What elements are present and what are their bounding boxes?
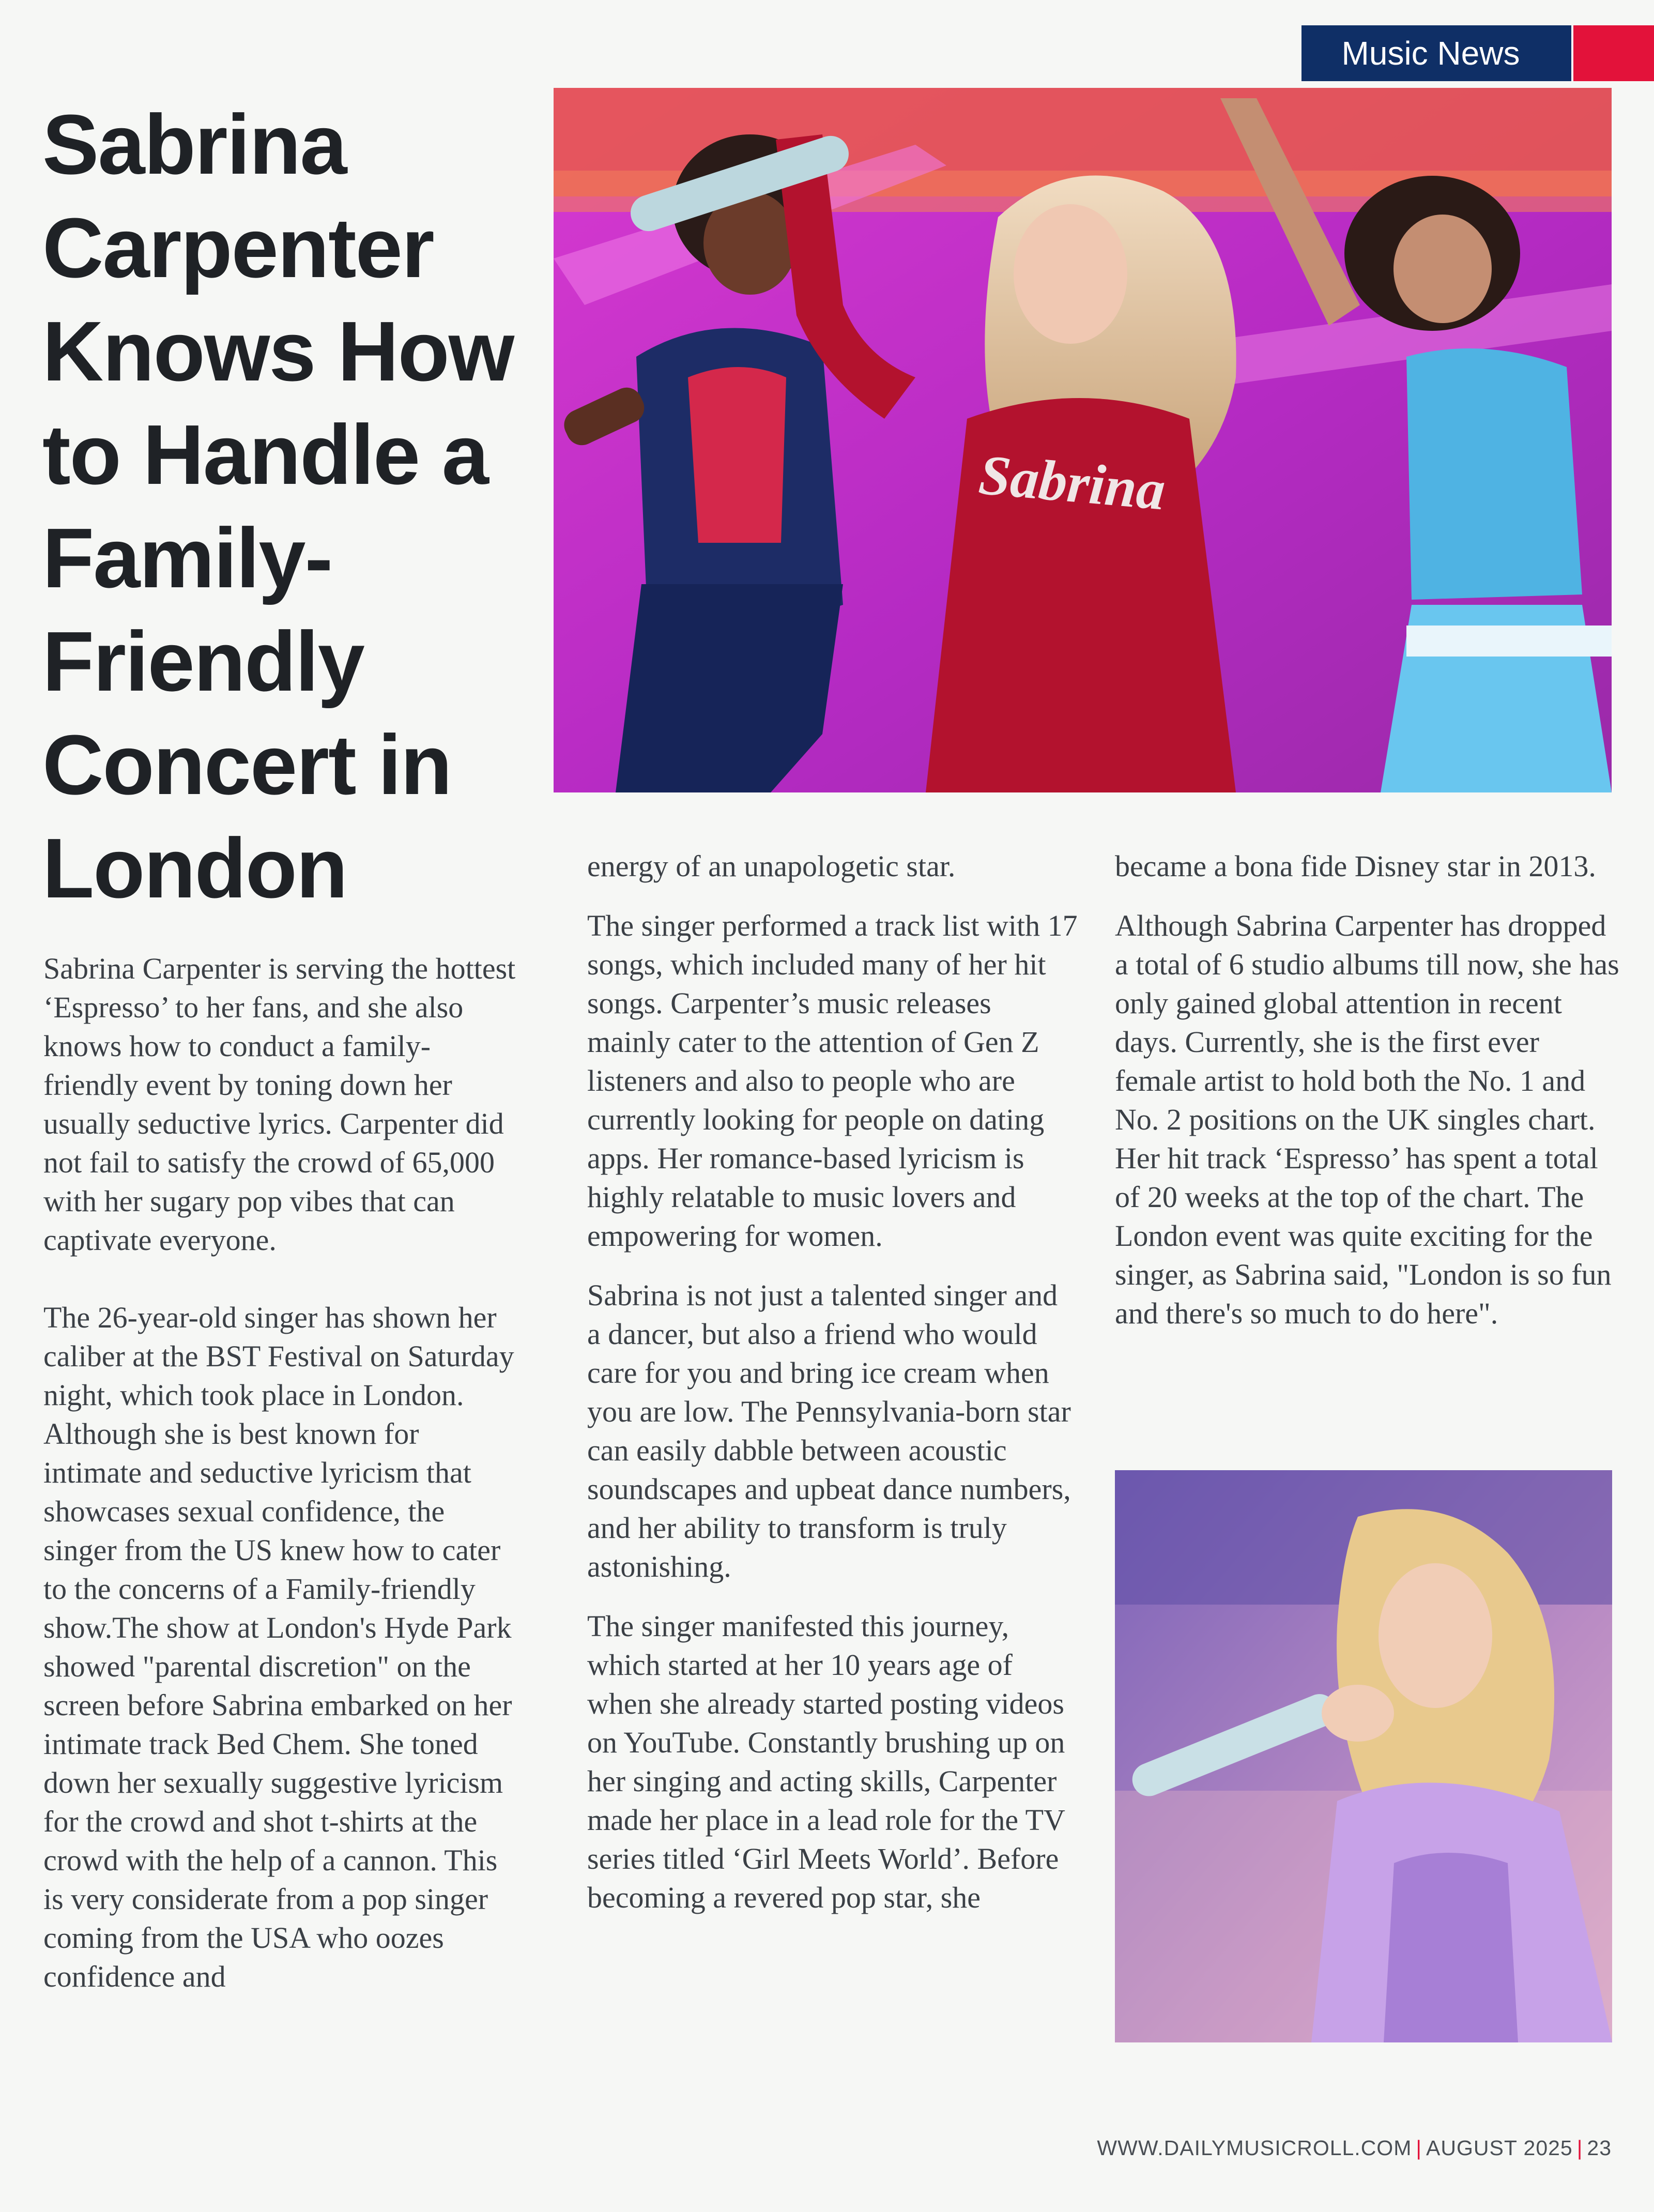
article-column-1: [43, 949, 524, 2035]
concert-photo-secondary: [1115, 1470, 1612, 2042]
article-column-3: [1115, 847, 1627, 1353]
concert-photo-main: [554, 88, 1612, 792]
page-number: 23: [1587, 2136, 1612, 2160]
paragraph: Sabrina Carpenter is serving the hottest ‘Espresso’ to her fans, and she also knows how to conduct a family-friendly event by toning down her usually seductive lyrics. Carpenter did not fail to satisfy the crowd of 65,000 with her sugary pop vibes that can captivate everyone.: [43, 952, 516, 1257]
paragraph: The 26-year-old singer has shown her caliber at the BST Festival on Saturday night, which took place in London. Although she is best known for intimate and seductive lyricism that showcases sexual confidence, the singer from the US knew how to cater to the concerns of a Family-friendly show.The show at London's Hyde Park showed "parental discretion" on the screen before Sabrina embarked on her intimate track Bed Chem. She toned down her sexually suggestive lyricism for the crowd and shot t-shirts at the crowd with the help of a cannon. This is very considerate from a pop singer coming from the USA who oozes confidence and: [43, 1301, 514, 1993]
paragraph: Sabrina is not just a talented singer and a dancer, but also a friend who would care for you and bring ice cream when you are low. The Pennsylvania-born star can easily dabble between acoustic soundscapes and upbeat dance numbers, and her ability to transform is truly astonishing.: [587, 1278, 1071, 1583]
footer-issue: AUGUST 2025: [1426, 2136, 1573, 2160]
footer-separator: |: [1416, 2136, 1422, 2160]
singer-photo-illustration: [1115, 1470, 1612, 2042]
shirt-lettering: Sabrina: [976, 443, 1168, 522]
paragraph: The singer performed a track list with 17 songs, which included many of her hit songs. Carpenter’s music releases mainly cater to the attention of Gen Z listeners and also to people who are currently looking for people on dating apps. Her romance-based lyricism is highly relatable to music lovers and empowering for women.: [587, 909, 1078, 1253]
footer-separator: |: [1576, 2136, 1583, 2160]
page-footer: [1097, 2136, 1612, 2160]
section-tag: Music News: [1301, 25, 1571, 81]
article-headline: Sabrina Carpenter Knows How to Handle a Family-Friendly Concert in London: [42, 97, 514, 916]
section-tag-accent: [1573, 25, 1654, 81]
paragraph: Although Sabrina Carpenter has dropped a total of 6 studio albums till now, she has only gained global attention in recent days. Currently, she is the first ever female artist to hold both the No. 1 and No. 2 positions on the UK singles chart. Her hit track ‘Espresso’ has spent a total of 20 weeks at the top of the chart. The London event was quite exciting for the singer, as Sabrina said, "London is so fun and there's so much to do here".: [1115, 909, 1619, 1330]
paragraph: became a bona fide Disney star in 2013.: [1115, 849, 1596, 883]
paragraph: The singer manifested this journey, which started at her 10 years age of when she already started posting videos on YouTube. Constantly brushing up on her singing and acting skills, Carpenter made her place in a lead role for the TV series titled ‘Girl Meets World’. Before becoming a revered pop star, she: [587, 1609, 1065, 1914]
article-column-2: [587, 847, 1078, 1938]
paragraph: energy of an unapologetic star.: [587, 849, 956, 883]
footer-website[interactable]: WWW.DAILYMUSICROLL.COM: [1097, 2136, 1412, 2160]
concert-photo-illustration: [554, 88, 1612, 792]
